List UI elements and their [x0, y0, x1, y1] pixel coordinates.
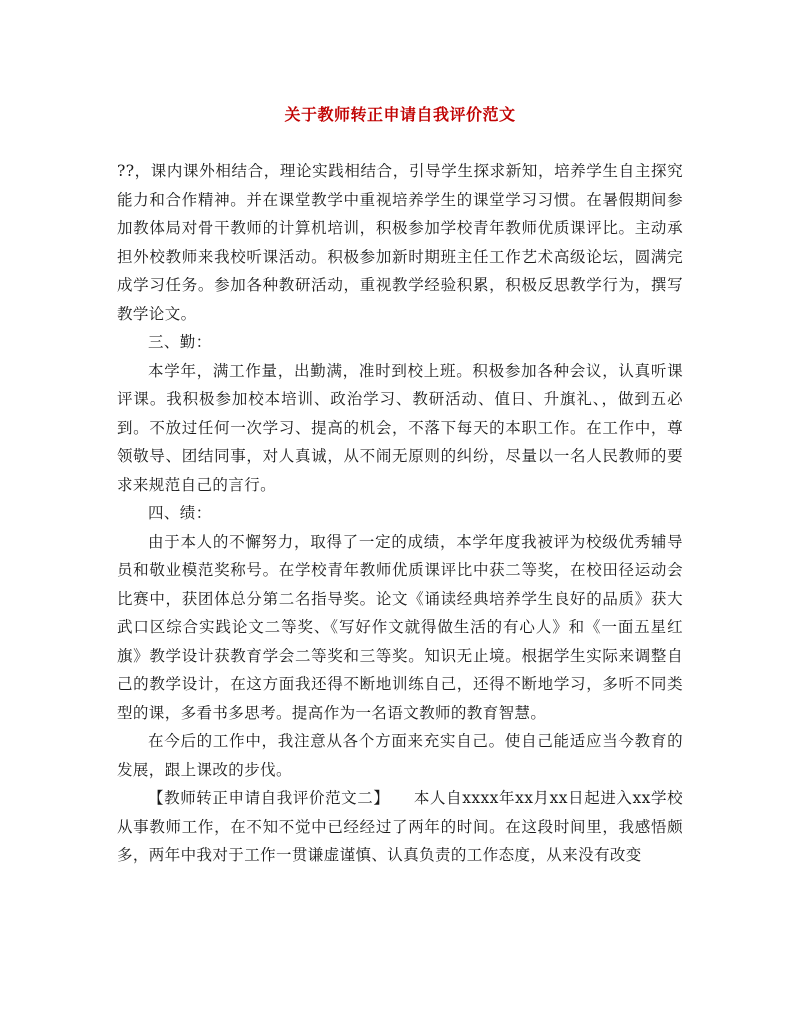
- paragraph-sample-two: 【教师转正申请自我评价范文二】 本人自xxxx年xx月xx日起进入xx学校从事教师工作，在不知不觉中已经经过了两年的时间。在这段时间里，我感悟颇多，两年中我对于工作一贯谦虚谨慎、认真负责的工作态度，从来没有改变: [117, 789, 683, 864]
- paragraph-future-work: 在今后的工作中，我注意从各个方面来充实自己。使自己能适应当今教育的发展，跟上课改的步伐。: [117, 732, 683, 779]
- document-page: [117, 0, 683, 870]
- paragraph-teaching-methods: ??，课内课外相结合，理论实践相结合，引导学生探求新知，培养学生自主探究能力和合作精神。并在课堂教学中重视培养学生的课堂学习习惯。在暑假期间参加教体局对骨干教师的计算机培训，积极参加学校青年教师优质课评比。主动承担外校教师来我校听课活动。积极参加新时期班主任工作艺术高级论坛，圆满完成学习任务。参加各种教研活动，重视教学经验积累，积极反思教学行为，撰写教学论文。: [117, 162, 683, 323]
- paragraph-achievements: 由于本人的不懈努力，取得了一定的成绩，本学年度我被评为校级优秀辅导员和敬业模范奖称号。在学校青年教师优质课评比中获二等奖，在校田径运动会比赛中，获团体总分第二名指导奖。论文《诵读经典培养学生良好的品质》获大武口区综合实践论文二等奖、《写好作文就得做生活的有心人》和《一面五星红旗》教学设计获教育学会二等奖和三等奖。知识无止境。根据学生实际来调整自己的教学设计，在这方面我还得不断地训练自己，还得不断地学习，多听不同类型的课，多看书多思考。提高作为一名语文教师的教育智慧。: [117, 532, 683, 722]
- paragraph-diligence: 本学年，满工作量，出勤满，准时到校上班。积极参加各种会议，认真听课评课。我积极参加校本培训、政治学习、教研活动、值日、升旗礼、，做到五必到。不放过任何一次学习、提高的机会，不落下每天的本职工作。在工作中，尊领敬导、团结同事，对人真诚，从不闹无原则的纠纷，尽量以一名人民教师的要求来规范自己的言行。: [117, 361, 683, 494]
- document-body: [117, 157, 683, 870]
- document-title: 关于教师转正申请自我评价范文: [284, 105, 516, 124]
- section-heading-diligence: 三、勤：: [148, 333, 212, 351]
- section-heading-achievements: 四、绩：: [148, 504, 212, 522]
